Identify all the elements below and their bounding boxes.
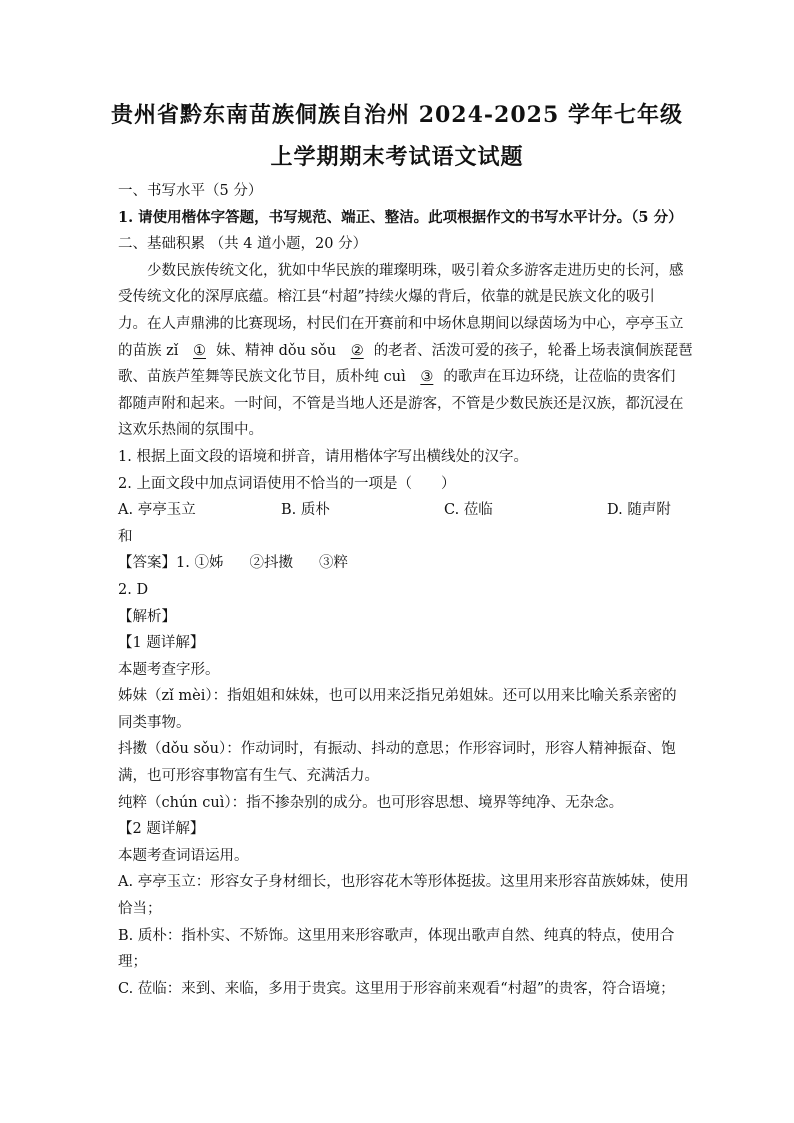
exam-title-line2: 上学期期末考试语文试题 [270, 144, 524, 170]
analysis-line: 满，也可形容事物富有生气、充满活力。 [118, 768, 379, 785]
q2-intro: 本题考查词语运用。 [118, 847, 249, 864]
analysis-line: C. 莅临：来到、来临，多用于贵宾。这里用于形容前来观看“村超”的贵客，符合语境； [118, 980, 675, 997]
passage-line [118, 364, 678, 391]
section1-heading: 一、书写水平（5 分） [118, 183, 263, 199]
answer-q2: 2. D [118, 581, 149, 598]
analysis-line: 同类事物。 [118, 714, 191, 731]
section2-heading: 二、基础积累 （共 4 道小题，20 分） [118, 236, 368, 253]
option-a: A. 亭亭玉立 [118, 502, 196, 519]
passage-line: 受传统文化的深厚底蕴。榕江县“村超”持续火爆的背后，依靠的就是民族文化的吸引 [118, 289, 655, 306]
analysis-label: 【解析】 [118, 608, 176, 625]
analysis-line: 纯粹（chún cuì）：指不掺杂别的成分。也可形容思想、境界等纯净、无杂念。 [118, 794, 624, 811]
question-1: 1. 根据上面文段的语境和拼音，请用楷体字写出横线处的汉字。 [118, 448, 528, 465]
fill-blank-2: ② [350, 342, 364, 359]
answer-label: 【答案】1. ①姊 [118, 555, 224, 572]
option-c: C. 莅临 [444, 502, 493, 519]
passage-text: 的苗族 zǐ [118, 342, 179, 359]
analysis-line: 抖擞（dǒu sǒu）：作动词时，有振动、抖动的意思；作形容词时，形容人精神振奋、饱 [118, 741, 676, 758]
analysis-line: 理； [118, 954, 147, 971]
passage-line: 这欢乐热闹的氛围中。 [118, 422, 263, 439]
document-body [118, 178, 693, 1002]
answer-2: ②抖擞 [249, 555, 293, 572]
section1-item: 1. 请使用楷体字答题，书写规范、端正、整洁。此项根据作文的书写水平计分。（5 分） [118, 208, 683, 226]
passage-line: 都随声附和起来。一时间，不管是当地人还是游客，不管是少数民族还是汉族，都沉浸在 [118, 395, 684, 412]
option-d: D. 随声附 [607, 502, 671, 519]
fill-blank-1: ① [193, 342, 206, 359]
q2-detail-label: 【2 题详解】 [118, 821, 205, 838]
analysis-line: B. 质朴：指朴实、不矫饰。这里用来形容歌声，体现出歌声自然、纯真的特点，使用合 [118, 927, 675, 944]
q1-detail-label: 【1 题详解】 [118, 635, 205, 652]
question-2: 2. 上面文段中加点词语使用不恰当的一项是（ ） [118, 475, 456, 492]
question-2-options [118, 497, 678, 524]
option-b: B. 质朴 [281, 502, 330, 519]
passage-line: 力。在人声鼎沸的比赛现场，村民们在开赛前和中场休息期间以绿茵场为中心，亭亭玉立 [118, 315, 684, 332]
option-d-wrap: 和 [118, 528, 133, 545]
passage-text: 的老者、活泼可爱的孩子，轮番上场表演侗族琵琶 [373, 342, 693, 359]
answer-3: ③粹 [318, 555, 348, 572]
q1-intro: 本题考查字形。 [118, 661, 220, 678]
passage-text: 妹、精神 dǒu sǒu [216, 342, 337, 359]
answer-line [118, 550, 678, 577]
fill-blank-3: ③ [420, 369, 434, 386]
passage-text: 歌、苗族芦笙舞等民族文化节目，质朴纯 cuì [118, 369, 406, 386]
analysis-line: 姊妹（zǐ mèi）：指姐姐和妹妹，也可以用来泛指兄弟姐妹。还可以用来比喻关系亲密的 [118, 688, 677, 705]
passage-line: 少数民族传统文化，犹如中华民族的璀璨明珠，吸引着众多游客走进历史的长河，感 [147, 262, 684, 279]
exam-title-line1: 贵州省黔东南苗族侗族自治州 2024-2025 学年七年级 [111, 102, 683, 128]
passage-text: 的歌声在耳边环绕，让莅临的贵客们 [443, 369, 676, 386]
analysis-line: A. 亭亭玉立：形容女子身材细长，也形容花木等形体挺拔。这里用来形容苗族姊妹，使用 [118, 874, 689, 891]
analysis-line: 恰当； [118, 901, 162, 918]
passage-line [118, 338, 693, 365]
